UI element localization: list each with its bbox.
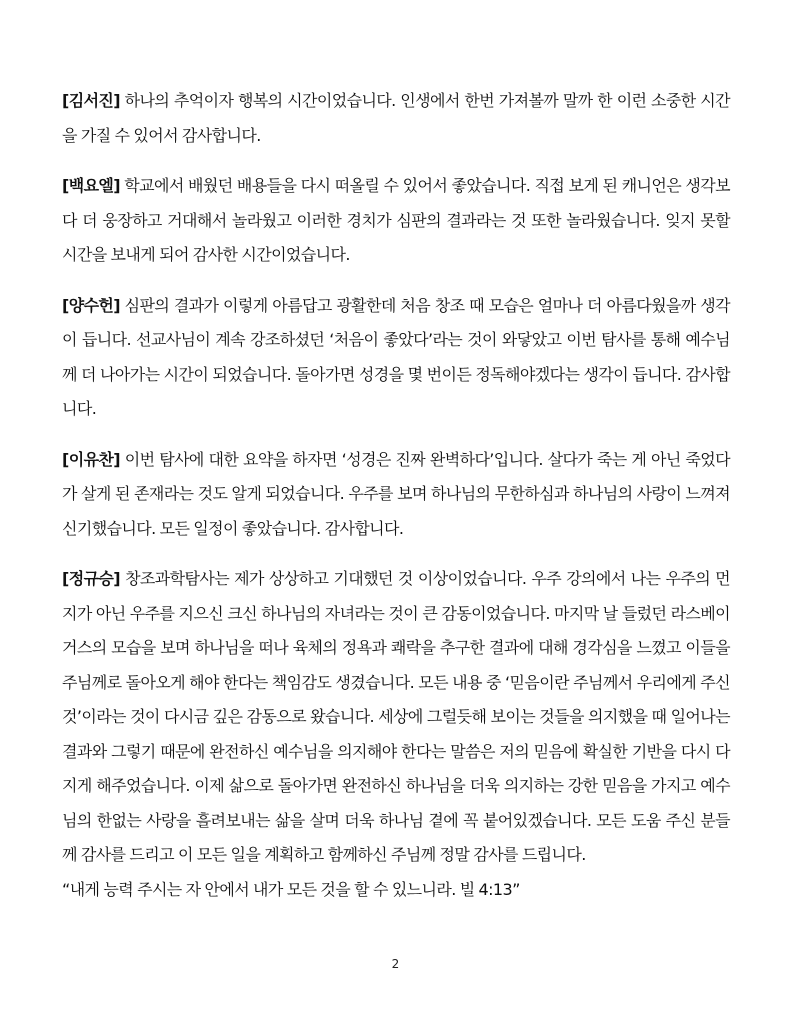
testimonial-paragraph: [62, 562, 730, 873]
speaker-name: [백요엘]: [62, 176, 120, 195]
speaker-name: [이유찬]: [62, 449, 120, 469]
testimonial-paragraph: [62, 84, 730, 153]
testimonial-text: 창조과학탐사는 제가 상상하고 기대했던 것 이상이었습니다. 우주 강의에서 나는 우주의 먼지가 아닌 우주를 지으신 크신 하나님의 자녀라는 것이 큰 감동이었습니다. 마지막 날 들렀던 라스베이거스의 모습을 보며 하나님을 떠나 육체의 정욕과 쾌락을 추구한 결과에 대해 경각심을 느꼈고 이들을 주님께로 돌아오게 해야 한다는 책임감도 생겼습니다. 모든 내용 중 ‘믿음이란 주님께서 우리에게 주신 것’이라는 것이 다시금 깊은 감동으로 왔습니다. 세상에 그럴듯해 보이는 것들을 의지했을 때 일어나는 결과와 그렇기 때문에 완전하신 예수님을 의지해야 한다는 말씀은 저의 믿음에 확실한 기반을 다시 다지게 해주었습니다. 이제 삶으로 돌아가면 완전하신 하나님을 더욱 의지하는 강한 믿음을 가지고 예수님의 한없는 사랑을 흘려보내는 삶을 살며 더욱 하나님 곁에 꼭 붙어있겠습니다. 모든 도움 주신 분들께 감사를 드리고 이 모든 일을 계획하고 함께하신 주님께 정말 감사를 드립니다.: [62, 569, 730, 864]
testimonial-paragraph: [62, 443, 730, 547]
speaker-name: [정규승]: [62, 569, 120, 588]
document-body: [62, 84, 730, 907]
testimonial-paragraph: [62, 289, 730, 427]
testimonial-text: 학교에서 배웠던 배용들을 다시 떠올릴 수 있어서 좋았습니다. 직접 보게 된 캐니언은 생각보다 더 웅장하고 거대해서 놀라웠고 이러한 경치가 심판의 결과라는 것 또한 놀라웠습니다. 잊지 못할 시간을 보내게 되어 감사한 시간이었습니다.: [62, 176, 730, 264]
speaker-name: [양수헌]: [62, 295, 120, 315]
bible-verse-quote: “내게 능력 주시는 자 안에서 내가 모든 것을 할 수 있느니라. 빌 4:13”: [62, 879, 520, 899]
testimonial-text: 이번 탐사에 대한 요약을 하자면 ‘성경은 진짜 완벽하다’입니다. 살다가 죽는 게 아닌 죽었다가 살게 된 존재라는 것도 알게 되었습니다. 우주를 보며 하나님의 무한하심과 하나님의 사랑이 느껴져 신기했습니다. 모든 일정이 좋았습니다. 감사합니다.: [62, 449, 730, 538]
testimonial-text: 심판의 결과가 이렇게 아름답고 광활한데 처음 창조 때 모습은 얼마나 더 아름다웠을까 생각이 듭니다. 선교사님이 계속 강조하셨던 ‘처음이 좋았다’라는 것이 와닿았고 이번 탐사를 통해 예수님께 더 나아가는 시간이 되었습니다. 돌아가면 성경을 몇 번이든 정독해야겠다는 생각이 듭니다. 감사합니다.: [62, 295, 730, 418]
testimonial-paragraph: [62, 169, 730, 273]
testimonial-text: 하나의 추억이자 행복의 시간이었습니다. 인생에서 한번 가져볼까 말까 한 이런 소중한 시간을 가질 수 있어서 감사합니다.: [62, 91, 730, 145]
page-number: 2: [391, 957, 400, 971]
speaker-name: [김서진]: [62, 91, 120, 110]
